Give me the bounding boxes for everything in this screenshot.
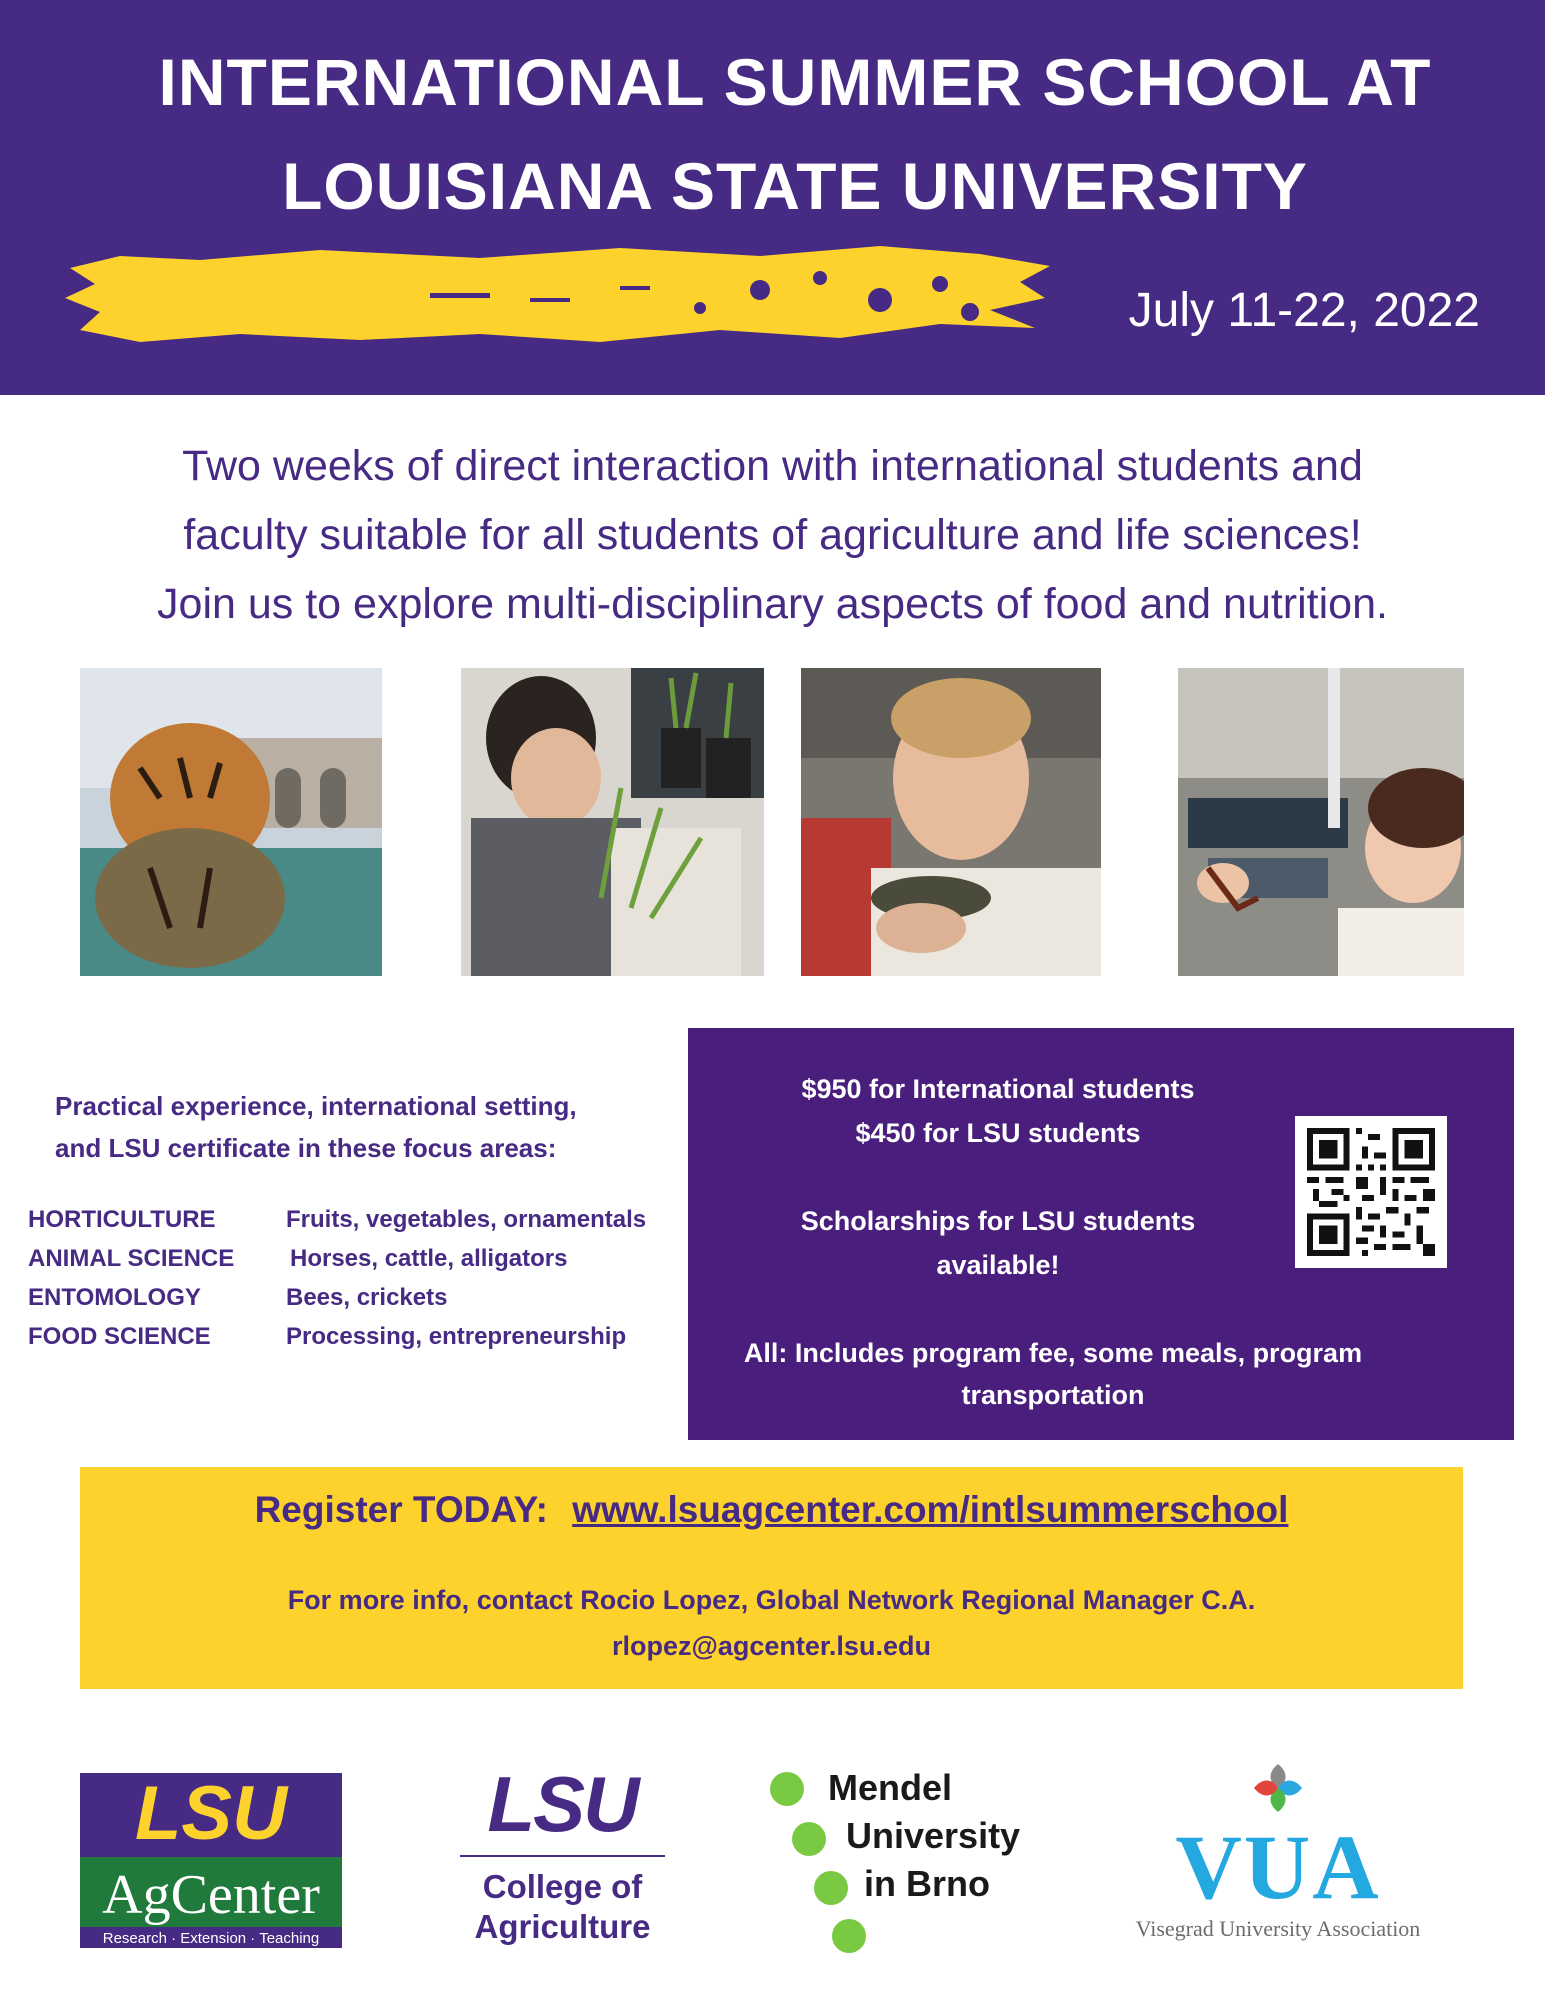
price-international: $950 for International students xyxy=(801,1074,1195,1104)
header-banner xyxy=(0,0,1545,395)
focus-intro-line-2: and LSU certificate in these focus areas: xyxy=(55,1133,557,1163)
vua-logo xyxy=(1098,1758,1458,1958)
price-includes-line-2: transportation xyxy=(961,1380,1145,1410)
intro-text xyxy=(40,432,1505,639)
college-divider xyxy=(460,1855,665,1857)
vua-emblem-icon xyxy=(1248,1758,1308,1818)
photo-student-crawfish xyxy=(1178,668,1464,976)
mendel-dot-icon xyxy=(832,1919,866,1953)
focus-area-desc: Fruits, vegetables, ornamentals xyxy=(286,1206,647,1233)
page-title xyxy=(0,30,1545,238)
focus-intro xyxy=(55,1085,645,1169)
register-line xyxy=(80,1489,1463,1531)
focus-area-desc: Bees, crickets xyxy=(286,1284,448,1311)
mendel-dot-icon xyxy=(814,1871,848,1905)
contact-email-link[interactable]: rlopez@agcenter.lsu.edu xyxy=(612,1631,931,1661)
lsu-college-of-agriculture-logo xyxy=(460,1760,665,1955)
mendel-name-line-2: University xyxy=(846,1815,1021,1856)
scholarship-line-2: available! xyxy=(936,1250,1060,1280)
focus-area-name: ANIMAL SCIENCE xyxy=(28,1245,235,1272)
focus-area-desc: Horses, cattle, alligators xyxy=(290,1245,568,1272)
mendel-dot-icon xyxy=(770,1772,804,1806)
focus-area-list xyxy=(28,1206,688,1362)
qr-code[interactable] xyxy=(1295,1116,1447,1268)
mendel-name-line-3: in Brno xyxy=(864,1863,990,1904)
focus-area-row xyxy=(28,1323,688,1362)
register-label: Register TODAY: xyxy=(254,1489,548,1530)
focus-intro-line-1: Practical experience, international setting, xyxy=(55,1091,577,1121)
intro-line-2: faculty suitable for all students of agriculture and life sciences! xyxy=(183,511,1362,559)
college-name-line-1: College of xyxy=(482,1868,643,1905)
focus-area-row xyxy=(28,1206,688,1245)
photo-tiger-mascot xyxy=(80,668,382,976)
mendel-name-line-1: Mendel xyxy=(828,1767,953,1808)
focus-area-name: HORTICULTURE xyxy=(28,1206,216,1233)
pricing-box xyxy=(688,1028,1514,1440)
price-includes-line-1: All: Includes program fee, some meals, program xyxy=(743,1338,1363,1368)
lsu-agcenter-logo xyxy=(80,1773,342,1948)
mendel-university-logo xyxy=(770,1767,1050,1957)
vua-wordmark: VUA xyxy=(1175,1816,1381,1918)
photo-student-plants xyxy=(461,668,764,976)
focus-area-row xyxy=(28,1284,688,1323)
mendel-dot-icon xyxy=(792,1822,826,1856)
intro-line-3: Join us to explore multi-disciplinary aspects of food and nutrition. xyxy=(157,580,1388,628)
intro-line-1: Two weeks of direct interaction with international students and xyxy=(182,442,1363,490)
focus-area-name: FOOD SCIENCE xyxy=(28,1323,211,1350)
photo-student-alligator xyxy=(801,668,1101,976)
contact-info xyxy=(80,1577,1463,1669)
register-box xyxy=(80,1467,1463,1689)
focus-area-name: ENTOMOLOGY xyxy=(28,1284,201,1311)
focus-area-desc: Processing, entrepreneurship xyxy=(286,1323,627,1350)
title-line-1: INTERNATIONAL SUMMER SCHOOL AT xyxy=(158,45,1432,119)
agcenter-name-text: AgCenter xyxy=(102,1864,320,1926)
focus-area-row xyxy=(28,1245,688,1284)
scholarship-line-1: Scholarships for LSU students xyxy=(800,1206,1196,1236)
program-dates: July 11-22, 2022 xyxy=(1128,284,1480,337)
vua-full-name: Visegrad University Association xyxy=(1135,1916,1421,1941)
price-includes xyxy=(708,1332,1398,1416)
agcenter-tagline-text: Research · Extension · Teaching xyxy=(102,1930,320,1947)
price-lsu: $450 for LSU students xyxy=(855,1118,1141,1148)
agcenter-lsu-text: LSU xyxy=(135,1773,287,1856)
title-line-2: LOUISIANA STATE UNIVERSITY xyxy=(282,149,1308,223)
register-link[interactable]: www.lsuagcenter.com/intlsummerschool xyxy=(572,1489,1289,1530)
college-lsu-wordmark: LSU xyxy=(487,1760,638,1848)
contact-line: For more info, contact Rocio Lopez, Global Network Regional Manager C.A. xyxy=(287,1585,1256,1615)
gold-brush-stroke xyxy=(60,238,1060,348)
college-name-line-2: Agriculture xyxy=(474,1908,651,1945)
